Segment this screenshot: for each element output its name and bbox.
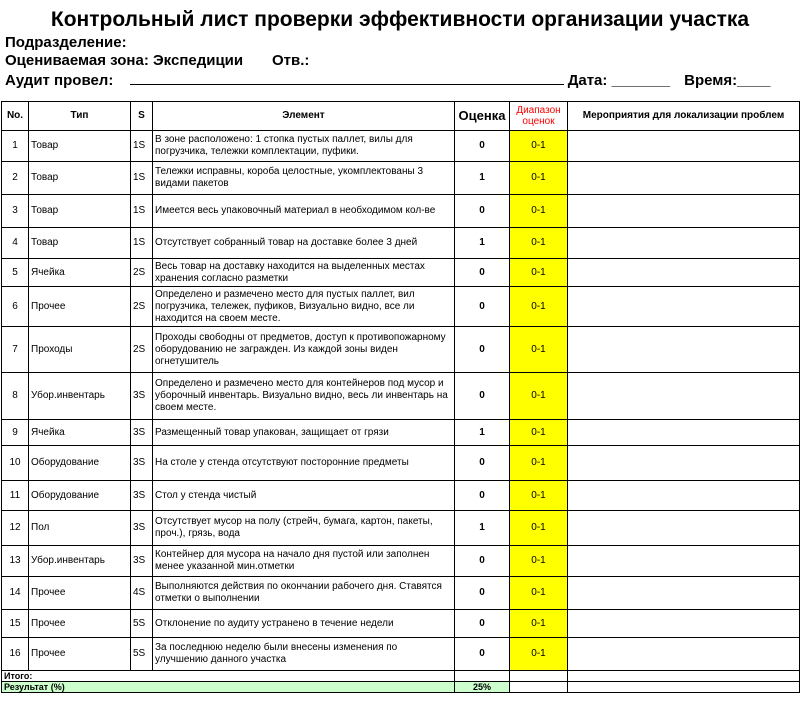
row-element: В зоне расположено: 1 стопка пустых паллет, вилы для погрузчика, тележки комплектации, пуфики. — [153, 131, 455, 162]
col-type: Тип — [29, 102, 131, 131]
row-range: 0-1 — [510, 131, 568, 162]
row-type: Прочее — [29, 577, 131, 610]
row-no: 10 — [2, 446, 29, 481]
row-range: 0-1 — [510, 481, 568, 511]
row-range: 0-1 — [510, 638, 568, 671]
row-no: 6 — [2, 287, 29, 327]
row-no: 4 — [2, 228, 29, 259]
row-action[interactable] — [568, 511, 800, 546]
row-score[interactable]: 0 — [455, 131, 510, 162]
row-no: 2 — [2, 162, 29, 195]
row-action[interactable] — [568, 228, 800, 259]
row-element: Стол у стенда чистый — [153, 481, 455, 511]
table-row — [2, 511, 800, 546]
row-action[interactable] — [568, 259, 800, 287]
row-range: 0-1 — [510, 287, 568, 327]
table-row — [2, 420, 800, 446]
row-no: 1 — [2, 131, 29, 162]
row-range: 0-1 — [510, 420, 568, 446]
row-element: Тележки исправны, короба целостные, укомплектованы 3 видами пакетов — [153, 162, 455, 195]
page-title: Контрольный лист проверки эффективности организации участка — [50, 8, 750, 31]
row-action[interactable] — [568, 481, 800, 511]
table-row — [2, 195, 800, 228]
row-type: Убор.инвентарь — [29, 373, 131, 420]
row-type: Ячейка — [29, 420, 131, 446]
row-type: Товар — [29, 228, 131, 259]
row-range: 0-1 — [510, 577, 568, 610]
row-s: 1S — [131, 162, 153, 195]
row-action[interactable] — [568, 638, 800, 671]
row-no: 13 — [2, 546, 29, 577]
table-row — [2, 327, 800, 373]
row-score[interactable]: 0 — [455, 327, 510, 373]
row-element: Размещенный товар упакован, защищает от грязи — [153, 420, 455, 446]
row-type: Товар — [29, 131, 131, 162]
row-no: 7 — [2, 327, 29, 373]
result-range — [510, 682, 568, 693]
row-element: Весь товар на доставку находится на выделенных местах хранения согласно разметки — [153, 259, 455, 287]
row-element: Имеется весь упаковочный материал в необходимом кол-ве — [153, 195, 455, 228]
row-range: 0-1 — [510, 228, 568, 259]
row-s: 5S — [131, 638, 153, 671]
row-range: 0-1 — [510, 446, 568, 481]
row-range: 0-1 — [510, 511, 568, 546]
table-row — [2, 162, 800, 195]
row-action[interactable] — [568, 195, 800, 228]
table-row — [2, 373, 800, 420]
row-s: 4S — [131, 577, 153, 610]
row-score[interactable]: 0 — [455, 638, 510, 671]
row-type: Прочее — [29, 610, 131, 638]
row-type: Ячейка — [29, 259, 131, 287]
row-element: Контейнер для мусора на начало дня пустой или заполнен менее указанной мин.отметки — [153, 546, 455, 577]
table-header-row — [2, 102, 800, 131]
row-score[interactable]: 0 — [455, 577, 510, 610]
table-row — [2, 131, 800, 162]
table-row — [2, 577, 800, 610]
row-no: 15 — [2, 610, 29, 638]
row-type: Оборудование — [29, 446, 131, 481]
table-row — [2, 228, 800, 259]
row-score[interactable]: 1 — [455, 228, 510, 259]
responsible-label: Отв.: — [272, 52, 310, 69]
row-no: 12 — [2, 511, 29, 546]
row-score[interactable]: 0 — [455, 287, 510, 327]
row-s: 3S — [131, 481, 153, 511]
row-s: 1S — [131, 195, 153, 228]
table-row — [2, 546, 800, 577]
col-element: Элемент — [153, 102, 455, 131]
row-s: 2S — [131, 287, 153, 327]
row-action[interactable] — [568, 577, 800, 610]
row-score[interactable]: 0 — [455, 195, 510, 228]
col-actions: Мероприятия для локализации проблем — [568, 102, 800, 131]
row-action[interactable] — [568, 446, 800, 481]
row-element: Определено и размечено место для контейнеров под мусор и уборочный инвентарь. Визуально видно, весь ли инвентарь на своем месте. — [153, 373, 455, 420]
row-no: 5 — [2, 259, 29, 287]
row-element: Отсутствует собранный товар на доставке более 3 дней — [153, 228, 455, 259]
row-s: 2S — [131, 259, 153, 287]
row-s: 3S — [131, 446, 153, 481]
row-score[interactable]: 1 — [455, 420, 510, 446]
row-element: Отклонение по аудиту устранено в течение недели — [153, 610, 455, 638]
row-score[interactable]: 0 — [455, 446, 510, 481]
row-no: 16 — [2, 638, 29, 671]
table-row — [2, 446, 800, 481]
row-type: Пол — [29, 511, 131, 546]
row-score[interactable]: 0 — [455, 481, 510, 511]
row-type: Товар — [29, 195, 131, 228]
row-type: Прочее — [29, 638, 131, 671]
total-score[interactable] — [455, 671, 510, 682]
result-action[interactable] — [568, 682, 800, 693]
date-label: Дата: _______ — [567, 72, 670, 89]
checklist-table — [1, 101, 800, 693]
row-s: 3S — [131, 546, 153, 577]
row-score[interactable]: 0 — [455, 546, 510, 577]
row-type: Прочее — [29, 287, 131, 327]
auditor-line — [5, 70, 771, 89]
row-element: Проходы свободны от предметов, доступ к противопожарному оборудованию не загражден. Из каждой зоны виден огнетушитель — [153, 327, 455, 373]
row-range: 0-1 — [510, 162, 568, 195]
row-no: 14 — [2, 577, 29, 610]
row-action[interactable] — [568, 373, 800, 420]
total-action[interactable] — [568, 671, 800, 682]
auditor-label: Аудит провел: — [5, 72, 114, 89]
row-action[interactable] — [568, 327, 800, 373]
zone-label: Оцениваемая зона: Экспедиции — [5, 52, 244, 69]
row-s: 3S — [131, 373, 153, 420]
row-type: Проходы — [29, 327, 131, 373]
row-range: 0-1 — [510, 327, 568, 373]
row-no: 11 — [2, 481, 29, 511]
row-type: Оборудование — [29, 481, 131, 511]
table-row — [2, 287, 800, 327]
row-s: 3S — [131, 420, 153, 446]
row-range: 0-1 — [510, 546, 568, 577]
row-s: 5S — [131, 610, 153, 638]
row-s: 2S — [131, 327, 153, 373]
row-element: Выполняются действия по окончании рабочего дня. Ставятся отметки о выполнении — [153, 577, 455, 610]
result-label: Результат (%) — [2, 682, 455, 693]
col-score: Оценка — [455, 102, 510, 131]
result-value: 25% — [455, 682, 510, 693]
row-s: 3S — [131, 511, 153, 546]
row-action[interactable] — [568, 162, 800, 195]
row-score[interactable]: 1 — [455, 162, 510, 195]
row-range: 0-1 — [510, 610, 568, 638]
row-score[interactable]: 0 — [455, 373, 510, 420]
row-range: 0-1 — [510, 259, 568, 287]
row-score[interactable]: 0 — [455, 610, 510, 638]
col-no: No. — [2, 102, 29, 131]
row-s: 1S — [131, 228, 153, 259]
row-action[interactable] — [568, 610, 800, 638]
col-range: Диапазон оценок — [510, 102, 568, 131]
division-label: Подразделение: — [5, 34, 127, 51]
row-score[interactable]: 1 — [455, 511, 510, 546]
total-range — [510, 671, 568, 682]
col-s: S — [131, 102, 153, 131]
row-action[interactable] — [568, 546, 800, 577]
table-row — [2, 481, 800, 511]
table-row — [2, 259, 800, 287]
table-row — [2, 610, 800, 638]
row-action[interactable] — [568, 287, 800, 327]
row-no: 3 — [2, 195, 29, 228]
row-action[interactable] — [568, 420, 800, 446]
total-row — [2, 671, 800, 682]
result-row — [2, 682, 800, 693]
table-row — [2, 638, 800, 671]
row-no: 8 — [2, 373, 29, 420]
time-label: Время:____ — [684, 72, 771, 89]
row-range: 0-1 — [510, 195, 568, 228]
auditor-field[interactable] — [130, 70, 564, 85]
row-s: 1S — [131, 131, 153, 162]
row-type: Убор.инвентарь — [29, 546, 131, 577]
row-type: Товар — [29, 162, 131, 195]
row-action[interactable] — [568, 131, 800, 162]
row-element: За последнюю неделю были внесены изменения по улучшению данного участка — [153, 638, 455, 671]
row-score[interactable]: 0 — [455, 259, 510, 287]
row-element: Отсутствует мусор на полу (стрейч, бумага, картон, пакеты, проч.), грязь, вода — [153, 511, 455, 546]
total-label: Итого: — [2, 671, 455, 682]
row-element: Определено и размечено место для пустых паллет, вил погрузчика, тележек, пуфиков, Визуально видно, все ли находится на своем месте. — [153, 287, 455, 327]
row-element: На столе у стенда отсутствуют посторонние предметы — [153, 446, 455, 481]
row-no: 9 — [2, 420, 29, 446]
row-range: 0-1 — [510, 373, 568, 420]
